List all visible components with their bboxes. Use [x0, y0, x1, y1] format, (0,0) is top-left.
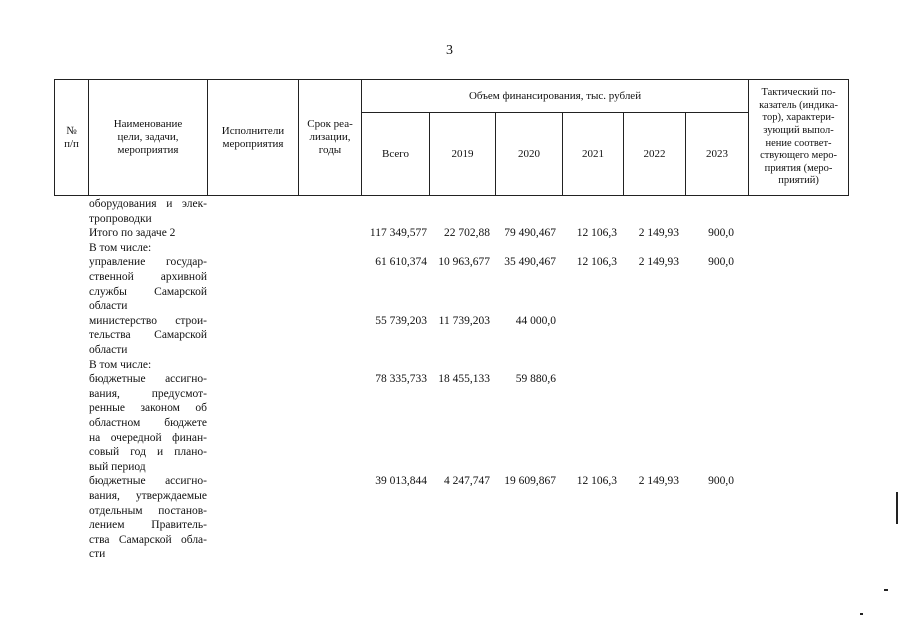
row-2022-value: 2 149,93 — [638, 227, 679, 240]
table-row — [0, 255, 905, 313]
row-2019-value: 22 702,88 — [444, 227, 490, 240]
row-2019-value: 11 739,203 — [438, 314, 490, 327]
header-col-executors — [208, 80, 299, 196]
row-2023-value: 900,0 — [708, 256, 734, 269]
table-row — [0, 197, 905, 226]
row-2021-value: 12 106,3 — [576, 256, 617, 269]
row-name-line: сти — [89, 548, 106, 561]
header-term-line: годы — [318, 144, 342, 156]
row-name-line: министерство строи- — [89, 314, 207, 327]
row-name-line: тельства Самарской — [89, 329, 207, 342]
header-indicator-line: нение соответ- — [765, 137, 832, 149]
row-2019-value: 10 963,677 — [438, 256, 490, 269]
row-name-line: бюджетные ассигно- — [89, 373, 207, 386]
header-indicator-line: Тактический по- — [761, 87, 836, 99]
row-name-line: бюджетные ассигно- — [89, 475, 207, 488]
header-col-year: 2020 — [496, 113, 563, 196]
table-row — [0, 474, 905, 562]
row-2022-value: 2 149,93 — [638, 475, 679, 488]
scan-mark — [884, 589, 888, 591]
table-body — [0, 197, 905, 562]
row-total-value: 117 349,577 — [369, 227, 427, 240]
row-name-line: вания, предусмот- — [89, 387, 207, 400]
table-header — [54, 79, 849, 196]
row-name — [89, 241, 207, 256]
header-name-line: Наименование — [113, 118, 183, 130]
row-name-line: ренные законом об — [89, 402, 207, 415]
row-2022-value: 2 149,93 — [638, 256, 679, 269]
row-name-line: ственной архивной — [89, 270, 207, 283]
header-name-line: цели, задачи, — [117, 131, 179, 143]
header-executors-line: мероприятия — [222, 137, 284, 150]
header-col-indicator — [749, 80, 849, 196]
header-num-line: № — [66, 124, 77, 137]
row-name — [89, 255, 207, 313]
row-name-line: управление государ- — [89, 256, 207, 269]
row-name-line: отдельным постанов- — [89, 504, 207, 517]
row-2020-value: 59 880,6 — [515, 373, 556, 386]
row-name-line: Итого по задаче 2 — [89, 227, 176, 240]
row-total-value: 78 335,733 — [375, 373, 427, 386]
table-row — [0, 226, 905, 241]
row-name — [89, 314, 207, 358]
row-2020-value: 35 490,467 — [504, 256, 556, 269]
row-total-value: 39 013,844 — [375, 475, 427, 488]
row-name-line: вания, утверждаемые — [89, 489, 207, 502]
header-num-line: п/п — [64, 137, 79, 150]
scan-mark — [860, 613, 863, 615]
row-name — [89, 226, 207, 241]
row-name-line: тропроводки — [89, 212, 152, 225]
header-col-total: Всего — [362, 113, 430, 196]
header-indicator-line: приятия (меро- — [764, 162, 833, 174]
header-col-term — [299, 80, 362, 196]
table-row — [0, 358, 905, 373]
row-name-line: на очередной финан- — [89, 431, 207, 444]
row-name-line: оборудования и элек- — [89, 198, 207, 210]
row-2019-value: 4 247,747 — [444, 475, 490, 488]
row-name-line: области — [89, 343, 128, 356]
row-name-line: службы Самарской — [89, 285, 207, 298]
header-term-line: Срок реа- — [307, 118, 353, 130]
header-executors-line: Исполнители — [221, 124, 285, 137]
row-name-line: вый период — [89, 460, 146, 473]
page-number: 3 — [446, 43, 453, 58]
row-2023-value: 900,0 — [708, 475, 734, 488]
scan-mark — [896, 492, 898, 524]
row-2020-value: 44 000,0 — [515, 314, 556, 327]
row-name — [89, 474, 207, 562]
row-name-line: совый год и плано- — [89, 446, 207, 459]
row-2021-value: 12 106,3 — [576, 227, 617, 240]
row-name-line: лением Правитель- — [89, 519, 207, 532]
row-2019-value: 18 455,133 — [438, 373, 490, 386]
header-indicator-line: зующий выпол- — [763, 124, 834, 136]
row-2020-value: 79 490,467 — [504, 227, 556, 240]
header-col-name — [89, 80, 208, 196]
header-col-num — [55, 80, 89, 196]
table-row — [0, 241, 905, 256]
header-term-line: лизации, — [309, 131, 351, 143]
row-2023-value: 900,0 — [708, 227, 734, 240]
row-total-value: 61 610,374 — [375, 256, 427, 269]
header-col-funding: Объем финансирования, тыс. рублей — [362, 80, 749, 113]
header-col-year: 2022 — [624, 113, 686, 196]
row-name-line: областном бюджете — [89, 416, 207, 429]
header-indicator-line: казатель (индика- — [759, 99, 838, 111]
header-indicator-line: тор), характери- — [762, 112, 835, 124]
header-col-year: 2019 — [430, 113, 496, 196]
row-name — [89, 358, 207, 373]
header-indicator-line: ствующего меро- — [760, 150, 837, 162]
row-2021-value: 12 106,3 — [576, 475, 617, 488]
header-col-year: 2023 — [686, 113, 749, 196]
header-name-line: мероприятия — [117, 144, 179, 156]
table-row — [0, 314, 905, 358]
row-2020-value: 19 609,867 — [504, 475, 556, 488]
row-name-line: В том числе: — [89, 358, 152, 371]
table-row — [0, 372, 905, 474]
row-name-line: В том числе: — [89, 241, 152, 254]
header-col-year: 2021 — [563, 113, 624, 196]
row-name-line: ства Самарской обла- — [89, 533, 207, 546]
row-name — [89, 372, 207, 474]
row-total-value: 55 739,203 — [375, 314, 427, 327]
header-indicator-line: приятий) — [778, 175, 819, 187]
row-name — [89, 197, 207, 226]
row-name-line: области — [89, 300, 128, 313]
